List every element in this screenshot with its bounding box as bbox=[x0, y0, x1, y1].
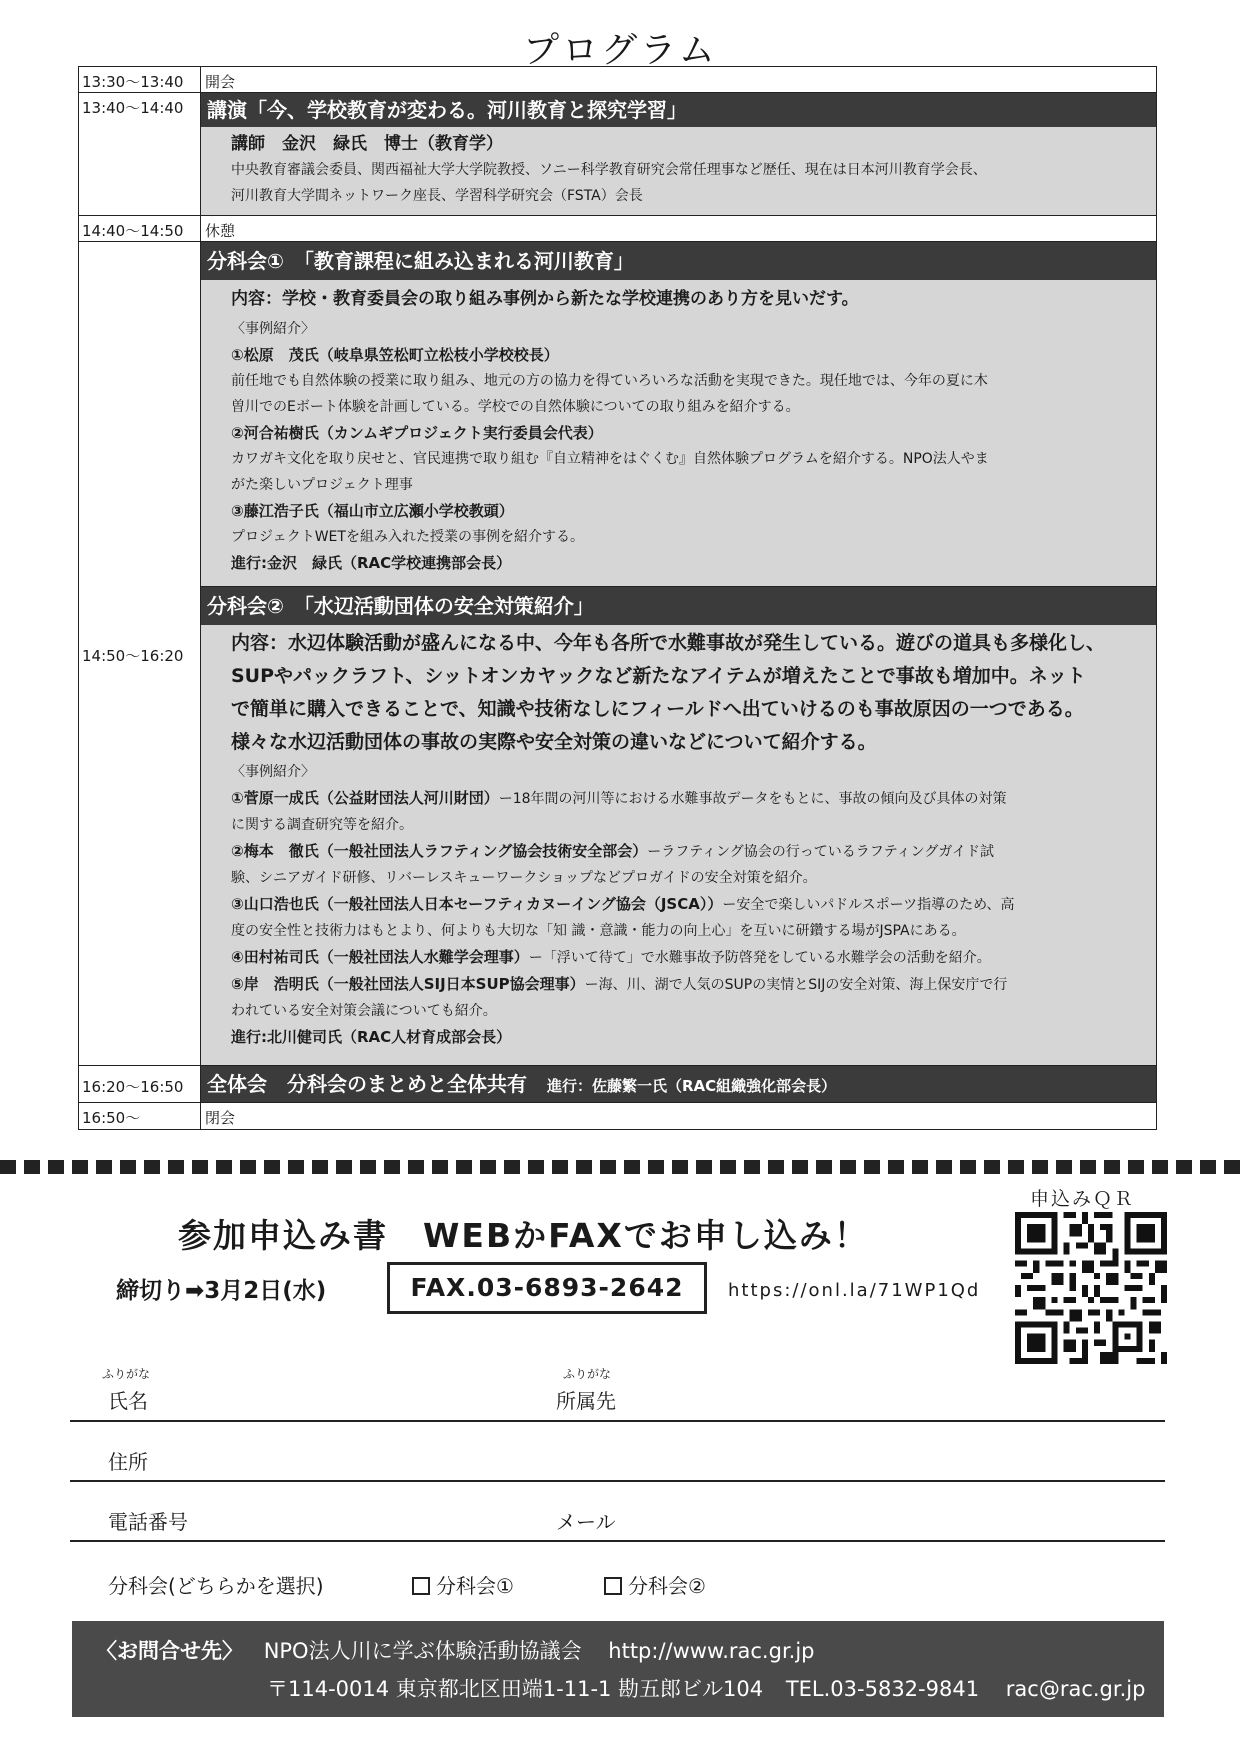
contact-tel: TEL.03-5832-9841 bbox=[785, 1677, 980, 1701]
case-desc: ーラフティング協会の行っているラフティングガイド試 bbox=[647, 844, 994, 860]
case-speaker: ①菅原一成氏（公益財団法人河川財団） bbox=[231, 789, 499, 807]
plenary-moderator: 進行：佐藤繁一氏（RAC組織強化部会長） bbox=[547, 1077, 837, 1095]
case-desc: がた楽しいプロジェクト理事 bbox=[231, 477, 413, 493]
program-table bbox=[78, 66, 1157, 1130]
case-speaker: ①松原 茂氏（岐阜県笠松町立松枝小学校校長） bbox=[231, 346, 559, 364]
cases-label: 〈事例紹介〉 bbox=[231, 764, 315, 780]
time-cell: 14:50〜16:20 bbox=[79, 242, 201, 1066]
time-cell: 13:40〜14:40 bbox=[79, 93, 201, 216]
phone-email-field[interactable] bbox=[70, 1540, 1165, 1542]
furigana-label: ふりがな bbox=[102, 1367, 151, 1381]
table-row bbox=[79, 216, 1157, 242]
cut-line bbox=[0, 1160, 1241, 1174]
case-desc: ー安全で楽しいパドルスポーツ指導のため、高 bbox=[722, 897, 1015, 913]
email-label: メール bbox=[556, 1510, 616, 1534]
case-speaker: ②河合祐樹氏（カンムギプロジェクト実行委員会代表） bbox=[231, 424, 603, 442]
session2-content: で簡単に購入できることで、知識や技術なしにフィールドへ出ていけるのも事故原因の一つである。 bbox=[231, 698, 1084, 720]
session1-option[interactable]: 分科会① bbox=[412, 1570, 514, 1599]
plenary-title: 全体会 分科会のまとめと全体共有 bbox=[207, 1072, 527, 1096]
furigana-label: ふりがな bbox=[563, 1367, 612, 1381]
contact-website[interactable]: http://www.rac.gr.jp bbox=[608, 1639, 815, 1663]
session2-title: 分科会② 「水辺活動団体の安全対策紹介」 bbox=[201, 587, 1156, 625]
case-desc: カワガキ文化を取り戻せと、官民連携で取り組む『自立精神をはぐくむ』自然体験プログラムを紹介する。NPO法人やま bbox=[231, 451, 989, 467]
session-select-label: 分科会(どちらかを選択) bbox=[108, 1574, 324, 1598]
session2-content: 様々な水辺活動団体の事故の実際や安全対策の違いなどについて紹介する。 bbox=[231, 731, 877, 753]
contact-label: 〈お問合せ先〉 bbox=[96, 1639, 243, 1663]
case-desc: に関する調査研究等を紹介。 bbox=[231, 817, 413, 833]
name-field[interactable] bbox=[70, 1420, 1165, 1422]
lecturer: 講師 金沢 緑氏 博士（教育学） bbox=[231, 134, 503, 154]
opening-text: 開会 bbox=[205, 73, 236, 91]
time-cell: 16:50〜 bbox=[79, 1103, 201, 1130]
session2-content: SUPやパックラフト、シットオンカヤックなど新たなアイテムが増えたことで事故も増加中。ネット bbox=[231, 665, 1086, 687]
contact-org: NPO法人川に学ぶ体験活動協議会 bbox=[263, 1639, 582, 1663]
session2-checkbox[interactable] bbox=[604, 1577, 622, 1595]
case-desc: ー「浮いて待て」で水難事故予防啓発をしている水難学会の活動を紹介。 bbox=[528, 950, 991, 966]
session1-checkbox[interactable] bbox=[412, 1577, 430, 1595]
application-url[interactable]: https://onl.la/71WP1Qd bbox=[728, 1280, 981, 1301]
case-desc: ー海、川、湖で人気のSUPの実情とSIJの安全対策、海上保安庁で行 bbox=[584, 977, 1008, 993]
case-speaker: ⑤岸 浩明氏（一般社団法人SIJ日本SUP協会理事） bbox=[231, 975, 585, 993]
qr-label: 申込みＱＲ bbox=[1030, 1188, 1136, 1210]
time-cell: 14:40〜14:50 bbox=[79, 216, 201, 242]
lecturer-bio: 中央教育審議会委員、関西福祉大学大学院教授、ソニー科学教育研究会常任理事など歴任、現在は日本河川教育学会長、 bbox=[231, 162, 987, 178]
session2-content: 内容：水辺体験活動が盛んになる中、今年も各所で水難事故が発生している。遊びの道具も多様化し、 bbox=[231, 632, 1106, 654]
contact-box bbox=[72, 1621, 1164, 1717]
case-desc: 前任地でも自然体験の授業に取り組み、地元の方の協力を得ていろいろな活動を実現できた。現任地では、今年の夏に木 bbox=[231, 373, 988, 389]
session1-title: 分科会① 「教育課程に組み込まれる河川教育」 bbox=[201, 242, 1156, 280]
session2-option[interactable]: 分科会② bbox=[604, 1570, 706, 1599]
case-desc: 度の安全性と技術力はもとより、何よりも大切な「知 識・意識・能力の向上心」を互いに研鑽する場がJSPAにある。 bbox=[231, 923, 966, 939]
name-label: 氏名 bbox=[108, 1389, 148, 1413]
closing-text: 閉会 bbox=[205, 1109, 236, 1127]
contact-email[interactable]: rac@rac.gr.jp bbox=[1005, 1677, 1146, 1701]
address-field[interactable] bbox=[70, 1480, 1165, 1482]
case-speaker: ③藤江浩子氏（福山市立広瀬小学校教頭） bbox=[231, 502, 514, 520]
case-desc: われている安全対策会議についても紹介。 bbox=[231, 1003, 497, 1019]
lecture-title: 講演「今、学校教育が変わる。河川教育と探究学習」 bbox=[201, 93, 1156, 127]
table-row bbox=[79, 1103, 1157, 1130]
time-cell: 16:20〜16:50 bbox=[79, 1066, 201, 1103]
table-row bbox=[79, 67, 1157, 93]
time-cell: 13:30〜13:40 bbox=[79, 67, 201, 93]
address-label: 住所 bbox=[108, 1450, 148, 1474]
page-title: プログラム bbox=[523, 30, 718, 71]
fax-number: FAX.03-6893-2642 bbox=[387, 1262, 707, 1314]
case-desc: 曽川でのEボート体験を計画している。学校での自然体験についての取り組みを紹介する。 bbox=[231, 399, 800, 415]
table-row bbox=[79, 1066, 1157, 1103]
affiliation-label: 所属先 bbox=[556, 1389, 616, 1413]
contact-address: 〒114-0014 東京都北区田端1-11-1 勘五郎ビル104 bbox=[267, 1677, 764, 1701]
case-speaker: ②梅本 徹氏（一般社団法人ラフティング協会技術安全部会） bbox=[231, 842, 648, 860]
deadline: 締切り➡3月2日(水) bbox=[116, 1278, 327, 1304]
lecturer-bio: 河川教育大学間ネットワーク座長、学習科学研究会（FSTA）会長 bbox=[231, 188, 643, 204]
table-row bbox=[79, 93, 1157, 216]
moderator: 進行:金沢 緑氏（RAC学校連携部会長） bbox=[231, 554, 512, 572]
case-speaker: ④田村祐司氏（一般社団法人水難学会理事） bbox=[231, 948, 529, 966]
form-title: 参加申込み書 WEBかFAXでお申し込み！ bbox=[178, 1216, 869, 1255]
break-text: 休憩 bbox=[205, 222, 236, 240]
qr-code-icon[interactable] bbox=[1015, 1212, 1167, 1364]
case-speaker: ③山口浩也氏（一般社団法人日本セーフティカヌーイング協会（JSCA）） bbox=[231, 895, 723, 913]
case-desc: 験、シニアガイド研修、リバーレスキューワークショップなどプロガイドの安全対策を紹介。 bbox=[231, 870, 817, 886]
moderator: 進行:北川健司氏（RAC人材育成部会長） bbox=[231, 1028, 512, 1046]
table-row bbox=[79, 242, 1157, 1066]
case-desc: ー18年間の河川等における水難事故データをもとに、事故の傾向及び具体の対策 bbox=[498, 791, 1007, 807]
phone-label: 電話番号 bbox=[108, 1510, 188, 1534]
case-desc: プロジェクトWETを組み入れた授業の事例を紹介する。 bbox=[231, 529, 584, 545]
session1-content: 内容：学校・教育委員会の取り組み事例から新たな学校連携のあり方を見いだす。 bbox=[231, 289, 859, 309]
cases-label: 〈事例紹介〉 bbox=[231, 321, 315, 337]
